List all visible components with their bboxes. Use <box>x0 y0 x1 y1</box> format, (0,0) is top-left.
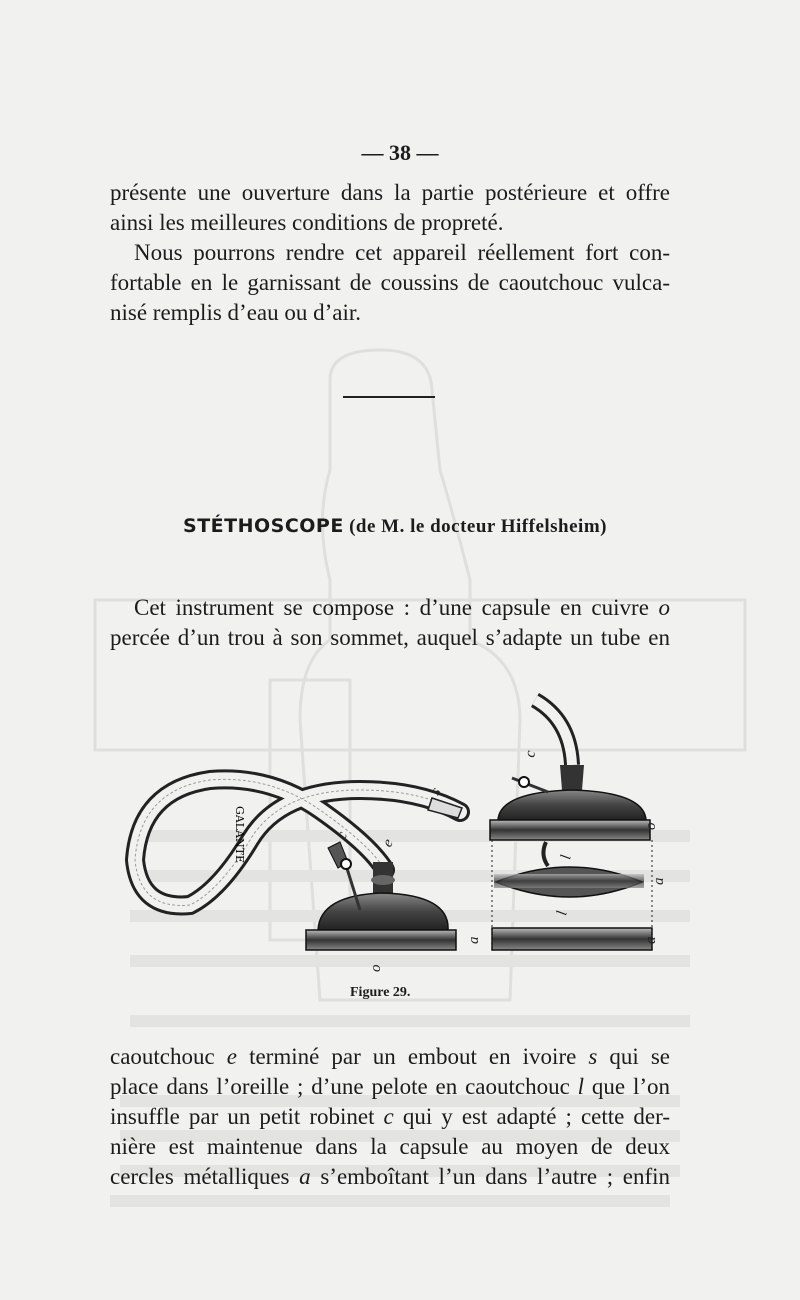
paragraph-text: place dans l’oreille ; d’une pelote en caoutchouc <box>110 1074 570 1099</box>
paragraph-line: présente une ouverture dans la partie postérieure et offre <box>110 180 670 205</box>
paragraph-line: nisé remplis d’eau ou d’air. <box>110 300 362 325</box>
paragraph-line: ainsi les meilleures conditions de propreté. <box>110 210 504 235</box>
paragraph-text: insuffle par un petit robinet <box>110 1104 375 1129</box>
symbol-letter: a <box>299 1164 311 1189</box>
paragraph-text: terminé par un embout en ivoire <box>249 1044 577 1069</box>
letter-a: a <box>466 936 482 944</box>
paragraph-text: qui y est adapté ; cette der- <box>402 1104 670 1129</box>
paragraph-text: caoutchouc <box>110 1044 215 1069</box>
paragraph-text: qui se <box>609 1044 671 1069</box>
paragraph-line <box>110 1162 670 1192</box>
letter-a: a <box>651 877 667 885</box>
paragraph-line: Nous pourrons rendre cet appareil réellement fort con- <box>134 240 670 265</box>
paragraph-line <box>110 1072 670 1102</box>
paragraph-line <box>110 1102 670 1132</box>
paragraph-line: percée d’un trou à son sommet, auquel s’adapte un tube en <box>110 625 670 650</box>
page-number: — 38 — <box>361 140 439 165</box>
letter-c: c <box>333 829 352 842</box>
symbol-letter: c <box>383 1104 394 1129</box>
paragraph-line: nière est maintenue dans la capsule au moyen de deux <box>110 1134 670 1159</box>
symbol-letter: l <box>577 1074 585 1099</box>
letter-e: e <box>379 836 397 850</box>
heading-title: STÉTHOSCOPE <box>183 515 344 537</box>
letter-a: a <box>643 936 659 944</box>
symbol-letter: e <box>226 1044 238 1069</box>
letter-o: o <box>643 822 659 830</box>
letter-l: l <box>554 909 571 917</box>
exploded-capsule <box>490 700 652 950</box>
figure-caption: Figure 29. <box>350 985 411 1000</box>
paragraph-line: fortable en le garnissant de coussins de caoutchouc vulca- <box>110 270 670 295</box>
maker-stamp: GALANTE <box>233 806 246 863</box>
heading-subtitle: (de M. le docteur Hiffelsheim) <box>349 516 607 537</box>
paragraph-line <box>110 1042 670 1072</box>
symbol-letter: o <box>658 595 671 620</box>
paragraph-text: cercles métalliques <box>110 1164 290 1189</box>
paragraph-text: s’emboîtant l’un dans l’autre ; enfin <box>320 1164 671 1189</box>
letter-s: s <box>427 784 445 798</box>
paragraph-text: Cet instrument se compose : d’une capsule en cuivre <box>134 595 649 620</box>
rubber-tube <box>135 779 460 905</box>
letter-o: o <box>368 964 384 972</box>
letter-c: c <box>522 749 540 759</box>
letter-l: l <box>558 853 575 861</box>
paragraph-text: que l’on <box>591 1074 671 1099</box>
symbol-letter: s <box>588 1044 598 1069</box>
